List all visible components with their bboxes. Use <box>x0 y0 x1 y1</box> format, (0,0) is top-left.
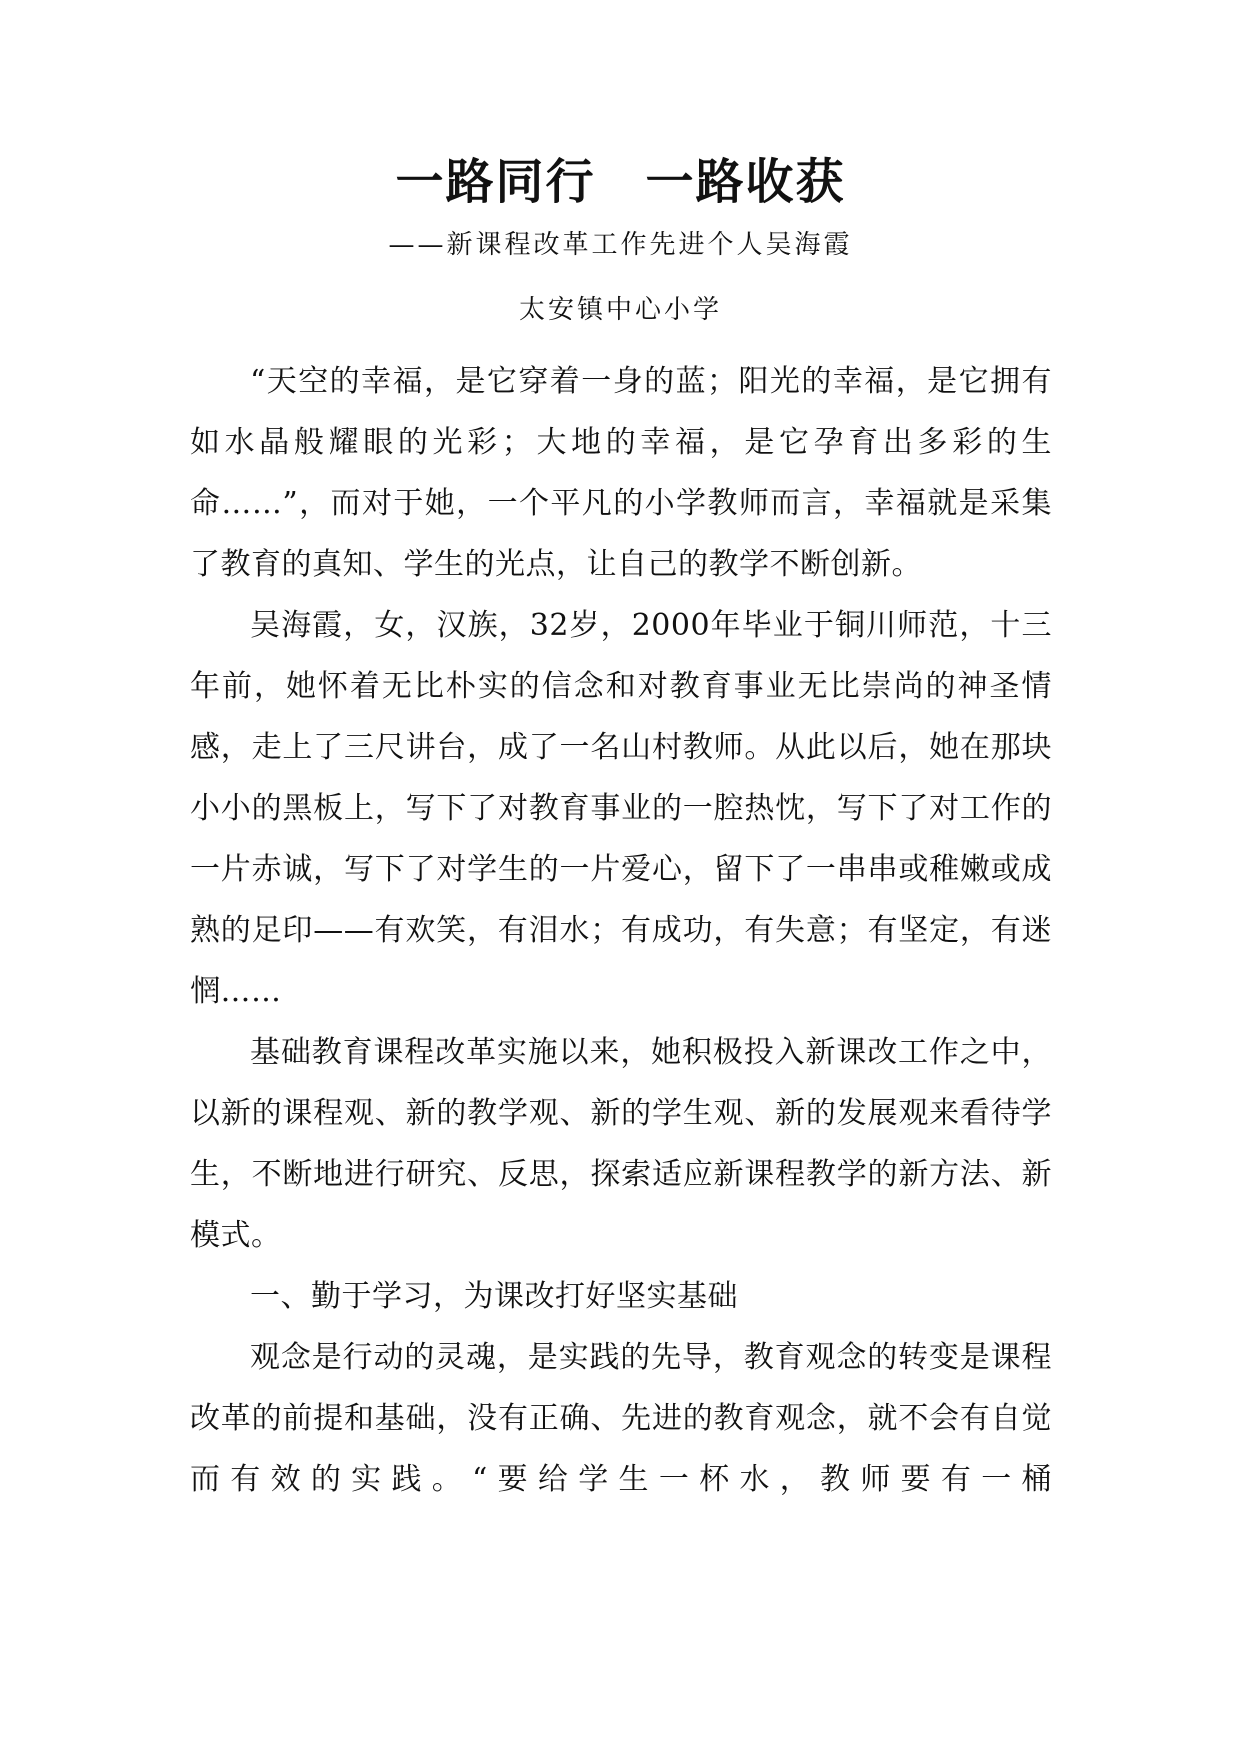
paragraph-learning: 观念是行动的灵魂，是实践的先导，教育观念的转变是课程改革的前提和基础，没有正确、先进的教育观念，就不会有自觉而有效的实践。“要给学生一杯水，教师要有一桶 <box>190 1340 1052 1497</box>
paragraph-reform: 基础教育课程改革实施以来，她积极投入新课改工作之中，以新的课程观、新的教学观、新的学生观、新的发展观来看待学生，不断地进行研究、反思，探索适应新课程教学的新方法、新模式。 <box>190 1035 1052 1253</box>
article-body <box>190 351 1052 1510</box>
document-subtitle: ——新课程改革工作先进个人吴海霞 <box>388 230 853 260</box>
document-title: 一路同行 一路收获 <box>395 154 846 210</box>
paragraph-intro: “天空的幸福，是它穿着一身的蓝；阳光的幸福，是它拥有如水晶般耀眼的光彩；大地的幸福，是它孕育出多彩的生命……”，而对于她，一个平凡的小学教师而言，幸福就是采集了教育的真知、学生的光点，让自己的教学不断创新。 <box>190 364 1052 582</box>
school-name: 太安镇中心小学 <box>518 295 722 325</box>
section-heading-1: 一、勤于学习，为课改打好坚实基础 <box>250 1279 738 1314</box>
paragraph-biography: 吴海霞，女，汉族，32岁，2000年毕业于铜川师范，十三年前，她怀着无比朴实的信念和对教育事业无比崇尚的神圣情感，走上了三尺讲台，成了一名山村教师。从此以后，她在那块小小的黑板上，写下了对教育事业的一腔热忱，写下了对工作的一片赤诚，写下了对学生的一片爱心，留下了一串串或稚嫩或成熟的足印——有欢笑，有泪水；有成功，有失意；有坚定，有迷惘…… <box>190 608 1052 1009</box>
